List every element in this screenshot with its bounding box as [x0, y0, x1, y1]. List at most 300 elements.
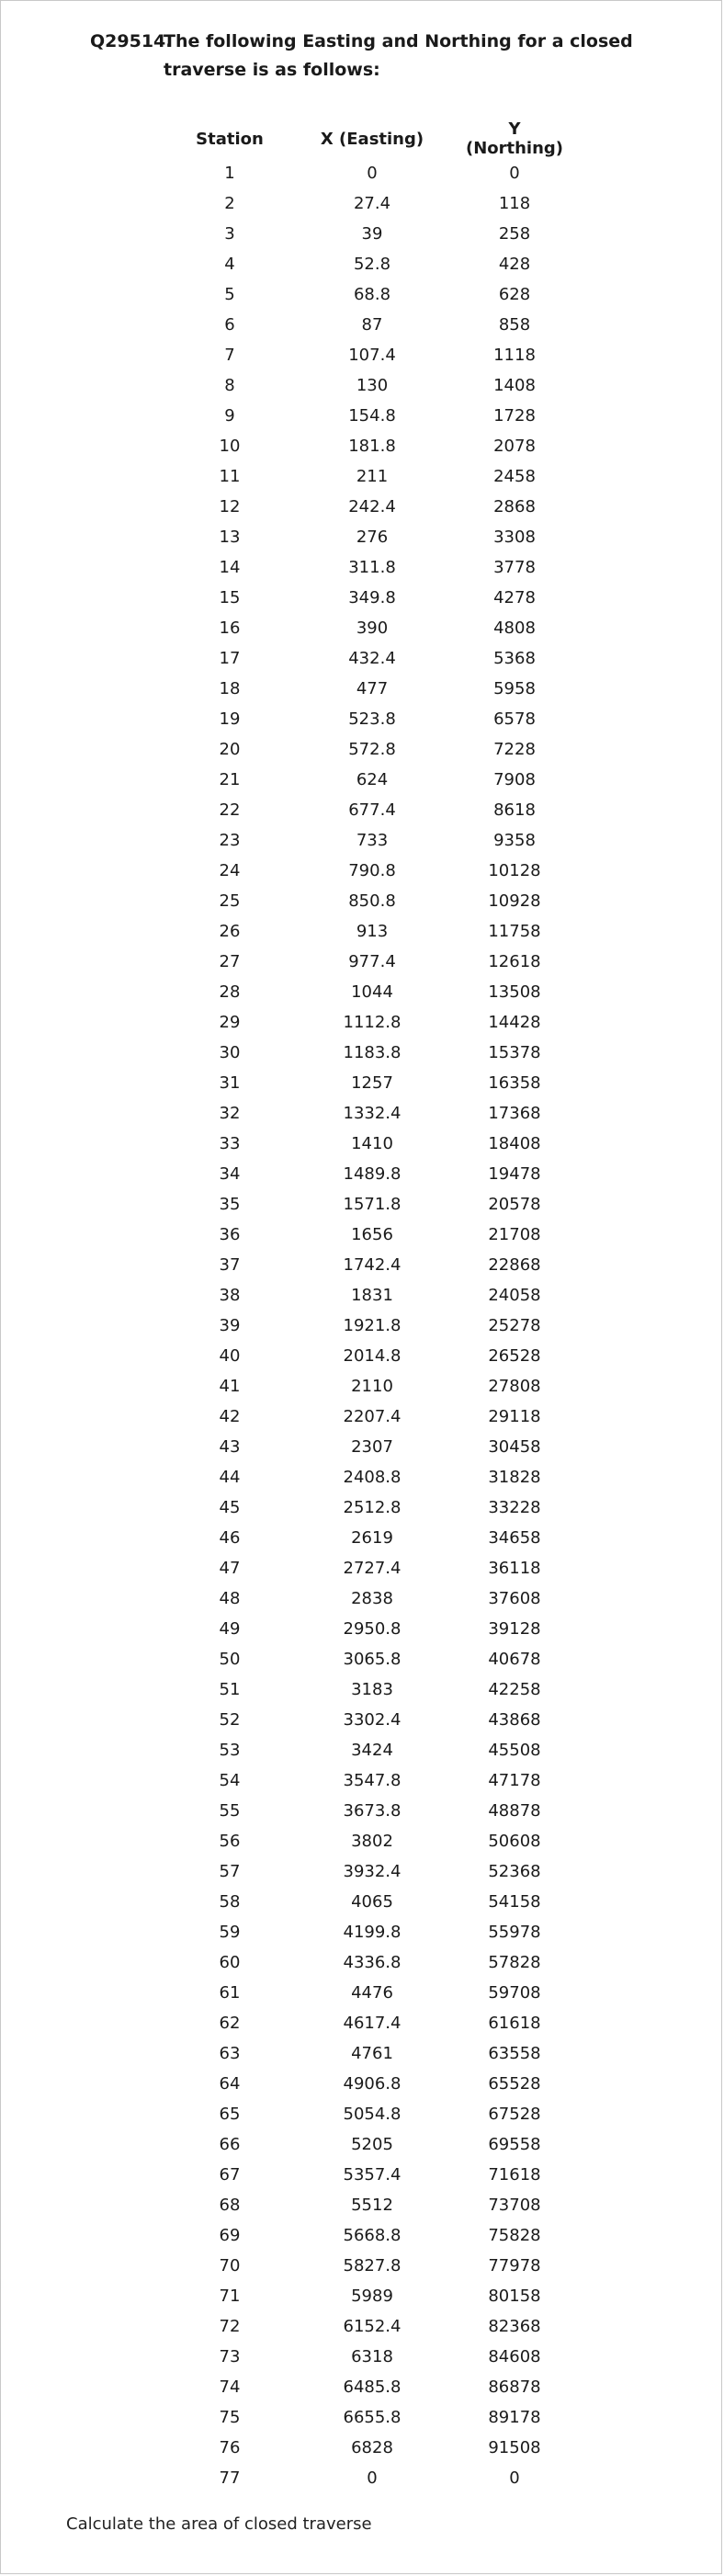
table-row	[175, 1189, 570, 1220]
northing-cell: 13508	[488, 982, 541, 1002]
easting-cell: 390	[356, 618, 389, 638]
northing-cell: 0	[509, 2468, 520, 2488]
northing-cell: 5368	[493, 649, 536, 668]
table-row	[175, 1674, 570, 1705]
table-row	[175, 2372, 570, 2402]
station-cell: 72	[219, 2317, 241, 2336]
northing-cell: 54158	[488, 1892, 541, 1912]
station-cell: 13	[219, 528, 241, 547]
easting-cell: 2014.8	[343, 1346, 402, 1366]
station-cell: 1	[224, 164, 235, 183]
northing-cell: 18408	[488, 1134, 541, 1153]
station-cell: 43	[219, 1437, 241, 1457]
station-cell: 8	[224, 376, 235, 395]
table-row	[175, 1159, 570, 1189]
station-cell: 71	[219, 2287, 241, 2306]
northing-cell: 80158	[488, 2287, 541, 2306]
table-row	[175, 2038, 570, 2069]
northing-cell: 7908	[493, 770, 536, 789]
table-row	[175, 461, 570, 492]
traverse-table-head	[175, 119, 570, 158]
northing-cell: 3308	[493, 528, 536, 547]
table-row	[175, 1371, 570, 1401]
table-row	[175, 2402, 570, 2433]
table-row	[175, 1341, 570, 1371]
northing-cell: 55978	[488, 1923, 541, 1942]
station-cell: 64	[219, 2074, 241, 2094]
easting-cell: 850.8	[348, 891, 396, 911]
northing-cell: 118	[498, 194, 531, 213]
station-cell: 58	[219, 1892, 241, 1912]
easting-cell: 1656	[351, 1225, 393, 1244]
station-cell: 42	[219, 1407, 241, 1426]
northing-cell: 9358	[493, 831, 536, 850]
station-cell: 17	[219, 649, 241, 668]
northing-cell: 22868	[488, 1255, 541, 1275]
station-cell: 41	[219, 1377, 241, 1396]
table-row	[175, 1068, 570, 1098]
northing-cell: 36118	[488, 1559, 541, 1578]
table-row	[175, 1856, 570, 1887]
northing-cell: 61618	[488, 2014, 541, 2033]
station-cell: 31	[219, 1073, 241, 1093]
table-row	[175, 1492, 570, 1523]
table-row	[175, 1220, 570, 1250]
northing-cell: 1728	[493, 406, 536, 426]
table-row	[175, 856, 570, 886]
northing-cell: 26528	[488, 1346, 541, 1366]
northing-cell: 75828	[488, 2226, 541, 2245]
table-row	[175, 674, 570, 704]
northing-cell: 27808	[488, 1377, 541, 1396]
northing-cell: 20578	[488, 1195, 541, 1214]
table-row	[175, 2433, 570, 2463]
easting-cell: 913	[356, 922, 389, 941]
station-cell: 29	[219, 1013, 241, 1032]
northing-cell: 69558	[488, 2135, 541, 2154]
easting-cell: 6485.8	[343, 2377, 402, 2397]
table-row	[175, 916, 570, 947]
station-cell: 54	[219, 1771, 241, 1790]
northing-cell: 82368	[488, 2317, 541, 2336]
station-cell: 26	[219, 922, 241, 941]
table-row	[175, 1947, 570, 1978]
easting-cell: 2207.4	[343, 1407, 402, 1426]
station-cell: 37	[219, 1255, 241, 1275]
table-row	[175, 1523, 570, 1553]
easting-cell: 523.8	[348, 709, 396, 729]
station-cell: 9	[224, 406, 235, 426]
table-row	[175, 795, 570, 825]
station-cell: 27	[219, 952, 241, 971]
table-row	[175, 1311, 570, 1341]
table-row	[175, 1887, 570, 1917]
table-row	[175, 704, 570, 734]
easting-cell: 1831	[351, 1286, 393, 1305]
station-cell: 12	[219, 497, 241, 516]
easting-cell: 87	[361, 315, 383, 335]
easting-cell: 52.8	[353, 255, 391, 274]
station-cell: 11	[219, 467, 241, 486]
table-row	[175, 1614, 570, 1644]
table-row	[175, 1280, 570, 1311]
station-cell: 7	[224, 346, 235, 365]
northing-cell: 45508	[488, 1741, 541, 1760]
station-cell: 35	[219, 1195, 241, 1214]
easting-cell: 5668.8	[343, 2226, 402, 2245]
easting-cell: 5054.8	[343, 2105, 402, 2124]
station-cell: 66	[219, 2135, 241, 2154]
table-row	[175, 2342, 570, 2372]
station-cell: 14	[219, 558, 241, 577]
table-row	[175, 1917, 570, 1947]
station-cell: 63	[219, 2044, 241, 2063]
table-row	[175, 1553, 570, 1583]
easting-cell: 790.8	[348, 861, 396, 880]
table-row	[175, 249, 570, 279]
northing-cell: 12618	[488, 952, 541, 971]
easting-cell: 3183	[351, 1680, 393, 1699]
northing-cell: 63558	[488, 2044, 541, 2063]
station-cell: 24	[219, 861, 241, 880]
station-cell: 68	[219, 2196, 241, 2215]
table-row	[175, 1098, 570, 1129]
station-cell: 2	[224, 194, 235, 213]
station-cell: 6	[224, 315, 235, 335]
easting-cell: 3302.4	[343, 1710, 402, 1730]
easting-cell: 2307	[351, 1437, 393, 1457]
table-row	[175, 2251, 570, 2281]
table-row	[175, 1826, 570, 1856]
northing-cell: 0	[509, 164, 520, 183]
northing-cell: 59708	[488, 1983, 541, 2003]
table-row	[175, 522, 570, 552]
northing-cell: 3778	[493, 558, 536, 577]
station-cell: 25	[219, 891, 241, 911]
station-cell: 60	[219, 1953, 241, 1972]
station-cell: 56	[219, 1832, 241, 1851]
station-cell: 16	[219, 618, 241, 638]
station-cell: 18	[219, 679, 241, 698]
station-cell: 52	[219, 1710, 241, 1730]
easting-cell: 154.8	[348, 406, 396, 426]
table-row	[175, 2160, 570, 2190]
northing-cell: 33228	[488, 1498, 541, 1517]
header-easting: X (Easting)	[320, 129, 424, 149]
table-row	[175, 340, 570, 370]
question-text-line-2: traverse is as follows:	[164, 60, 380, 80]
station-cell: 57	[219, 1862, 241, 1881]
station-cell: 20	[219, 740, 241, 759]
table-row	[175, 1765, 570, 1796]
table-row	[175, 613, 570, 643]
traverse-table-body	[175, 158, 570, 2493]
table-row	[175, 188, 570, 219]
station-cell: 70	[219, 2256, 241, 2275]
station-cell: 38	[219, 1286, 241, 1305]
easting-cell: 276	[356, 528, 389, 547]
easting-cell: 211	[356, 467, 389, 486]
table-row	[175, 1250, 570, 1280]
table-row	[175, 886, 570, 916]
easting-cell: 3802	[351, 1832, 393, 1851]
northing-cell: 34658	[488, 1528, 541, 1548]
easting-cell: 2950.8	[343, 1619, 402, 1639]
northing-cell: 31828	[488, 1468, 541, 1487]
station-cell: 30	[219, 1043, 241, 1062]
northing-cell: 77978	[488, 2256, 541, 2275]
northing-cell: 1118	[493, 346, 536, 365]
table-row	[175, 552, 570, 583]
northing-cell: 25278	[488, 1316, 541, 1335]
station-cell: 69	[219, 2226, 241, 2245]
station-cell: 32	[219, 1104, 241, 1123]
station-cell: 40	[219, 1346, 241, 1366]
station-cell: 10	[219, 437, 241, 456]
station-cell: 65	[219, 2105, 241, 2124]
northing-cell: 258	[498, 224, 531, 244]
station-cell: 15	[219, 588, 241, 607]
table-row	[175, 825, 570, 856]
table-row	[175, 2099, 570, 2129]
northing-cell: 4278	[493, 588, 536, 607]
easting-cell: 130	[356, 376, 389, 395]
question-block	[90, 28, 660, 85]
easting-cell: 3673.8	[343, 1801, 402, 1821]
station-cell: 59	[219, 1923, 241, 1942]
northing-cell: 2078	[493, 437, 536, 456]
station-cell: 44	[219, 1468, 241, 1487]
easting-cell: 3932.4	[343, 1862, 402, 1881]
table-row	[175, 2008, 570, 2038]
easting-cell: 0	[367, 2468, 378, 2488]
station-cell: 73	[219, 2347, 241, 2366]
station-cell: 53	[219, 1741, 241, 1760]
northing-cell: 21708	[488, 1225, 541, 1244]
easting-cell: 3424	[351, 1741, 393, 1760]
table-row	[175, 2220, 570, 2251]
easting-cell: 68.8	[353, 285, 391, 304]
easting-cell: 1489.8	[343, 1164, 402, 1184]
northing-cell: 1408	[493, 376, 536, 395]
table-row	[175, 2281, 570, 2311]
easting-cell: 27.4	[353, 194, 391, 213]
table-row	[175, 1129, 570, 1159]
table-row	[175, 2463, 570, 2493]
easting-cell: 181.8	[348, 437, 396, 456]
station-cell: 46	[219, 1528, 241, 1548]
station-cell: 51	[219, 1680, 241, 1699]
northing-cell: 71618	[488, 2165, 541, 2184]
table-row	[175, 1796, 570, 1826]
easting-cell: 4199.8	[343, 1923, 402, 1942]
station-cell: 4	[224, 255, 235, 274]
easting-cell: 3547.8	[343, 1771, 402, 1790]
station-cell: 39	[219, 1316, 241, 1335]
easting-cell: 477	[356, 679, 389, 698]
northing-cell: 24058	[488, 1286, 541, 1305]
station-cell: 23	[219, 831, 241, 850]
easting-cell: 977.4	[348, 952, 396, 971]
easting-cell: 1257	[351, 1073, 393, 1093]
table-row	[175, 1735, 570, 1765]
station-cell: 74	[219, 2377, 241, 2397]
northing-cell: 57828	[488, 1953, 541, 1972]
table-row	[175, 1644, 570, 1674]
easting-cell: 2727.4	[343, 1559, 402, 1578]
table-row	[175, 1401, 570, 1432]
easting-cell: 677.4	[348, 800, 396, 820]
easting-cell: 5827.8	[343, 2256, 402, 2275]
table-row	[175, 765, 570, 795]
station-cell: 22	[219, 800, 241, 820]
easting-cell: 6318	[351, 2347, 393, 2366]
station-cell: 55	[219, 1801, 241, 1821]
station-cell: 49	[219, 1619, 241, 1639]
table-row	[175, 2129, 570, 2160]
northing-cell: 2868	[493, 497, 536, 516]
table-row	[175, 1583, 570, 1614]
table-row	[175, 1038, 570, 1068]
northing-cell: 628	[498, 285, 531, 304]
station-cell: 61	[219, 1983, 241, 2003]
table-row	[175, 279, 570, 310]
table-row	[175, 401, 570, 431]
northing-cell: 73708	[488, 2196, 541, 2215]
northing-cell: 7228	[493, 740, 536, 759]
table-row	[175, 219, 570, 249]
easting-cell: 1044	[351, 982, 393, 1002]
table-row	[175, 158, 570, 188]
northing-cell: 84608	[488, 2347, 541, 2366]
easting-cell: 5512	[351, 2196, 393, 2215]
table-row	[175, 492, 570, 522]
traverse-table	[175, 119, 570, 2493]
northing-cell: 50608	[488, 1832, 541, 1851]
northing-cell: 65528	[488, 2074, 541, 2094]
station-cell: 36	[219, 1225, 241, 1244]
table-row	[175, 1978, 570, 2008]
table-row	[175, 947, 570, 977]
easting-cell: 4336.8	[343, 1953, 402, 1972]
easting-cell: 349.8	[348, 588, 396, 607]
station-cell: 62	[219, 2014, 241, 2033]
northing-cell: 42258	[488, 1680, 541, 1699]
station-cell: 67	[219, 2165, 241, 2184]
easting-cell: 5205	[351, 2135, 393, 2154]
easting-cell: 4906.8	[343, 2074, 402, 2094]
northing-cell: 10128	[488, 861, 541, 880]
easting-cell: 2838	[351, 1589, 393, 1608]
easting-cell: 242.4	[348, 497, 396, 516]
northing-cell: 91508	[488, 2438, 541, 2457]
easting-cell: 1112.8	[343, 1013, 402, 1032]
easting-cell: 4476	[351, 1983, 393, 2003]
easting-cell: 2512.8	[343, 1498, 402, 1517]
easting-cell: 1410	[351, 1134, 393, 1153]
northing-cell: 40678	[488, 1650, 541, 1669]
question-id: Q29514.	[90, 31, 173, 51]
easting-cell: 2408.8	[343, 1468, 402, 1487]
northing-cell: 19478	[488, 1164, 541, 1184]
northing-cell: 67528	[488, 2105, 541, 2124]
northing-cell: 8618	[493, 800, 536, 820]
easting-cell: 5357.4	[343, 2165, 402, 2184]
table-row	[175, 977, 570, 1007]
station-cell: 77	[219, 2468, 241, 2488]
northing-cell: 15378	[488, 1043, 541, 1062]
easting-cell: 311.8	[348, 558, 396, 577]
easting-cell: 1332.4	[343, 1104, 402, 1123]
easting-cell: 2110	[351, 1377, 393, 1396]
table-row	[175, 1462, 570, 1492]
station-cell: 75	[219, 2408, 241, 2427]
table-row	[175, 1432, 570, 1462]
northing-cell: 5958	[493, 679, 536, 698]
northing-cell: 428	[498, 255, 531, 274]
easting-cell: 1921.8	[343, 1316, 402, 1335]
station-cell: 28	[219, 982, 241, 1002]
station-cell: 76	[219, 2438, 241, 2457]
northing-cell: 43868	[488, 1710, 541, 1730]
station-cell: 5	[224, 285, 235, 304]
northing-cell: 10928	[488, 891, 541, 911]
northing-cell: 37608	[488, 1589, 541, 1608]
easting-cell: 6655.8	[343, 2408, 402, 2427]
table-row	[175, 734, 570, 765]
northing-cell: 14428	[488, 1013, 541, 1032]
header-station: Station	[196, 129, 264, 149]
station-cell: 34	[219, 1164, 241, 1184]
table-row	[175, 370, 570, 401]
station-cell: 48	[219, 1589, 241, 1608]
easting-cell: 572.8	[348, 740, 396, 759]
northing-cell: 16358	[488, 1073, 541, 1093]
table-row	[175, 583, 570, 613]
question-text-line-1: The following Easting and Northing for a closed	[164, 31, 633, 51]
northing-cell: 39128	[488, 1619, 541, 1639]
question-line-1	[90, 28, 660, 56]
table-row	[175, 2311, 570, 2342]
easting-cell: 0	[367, 164, 378, 183]
northing-cell: 48878	[488, 1801, 541, 1821]
northing-cell: 30458	[488, 1437, 541, 1457]
easting-cell: 107.4	[348, 346, 396, 365]
northing-cell: 2458	[493, 467, 536, 486]
easting-cell: 6828	[351, 2438, 393, 2457]
station-cell: 50	[219, 1650, 241, 1669]
northing-cell: 6578	[493, 709, 536, 729]
header-northing: Y (Northing)	[465, 119, 564, 158]
table-row	[175, 310, 570, 340]
easting-cell: 2619	[351, 1528, 393, 1548]
table-row	[175, 2069, 570, 2099]
station-cell: 3	[224, 224, 235, 244]
table-row	[175, 2190, 570, 2220]
easting-cell: 5989	[351, 2287, 393, 2306]
easting-cell: 1742.4	[343, 1255, 402, 1275]
northing-cell: 4808	[493, 618, 536, 638]
northing-cell: 89178	[488, 2408, 541, 2427]
northing-cell: 858	[498, 315, 531, 335]
northing-cell: 11758	[488, 922, 541, 941]
northing-cell: 86878	[488, 2377, 541, 2397]
station-cell: 33	[219, 1134, 241, 1153]
easting-cell: 4617.4	[343, 2014, 402, 2033]
easting-cell: 624	[356, 770, 389, 789]
easting-cell: 6152.4	[343, 2317, 402, 2336]
easting-cell: 4761	[351, 2044, 393, 2063]
